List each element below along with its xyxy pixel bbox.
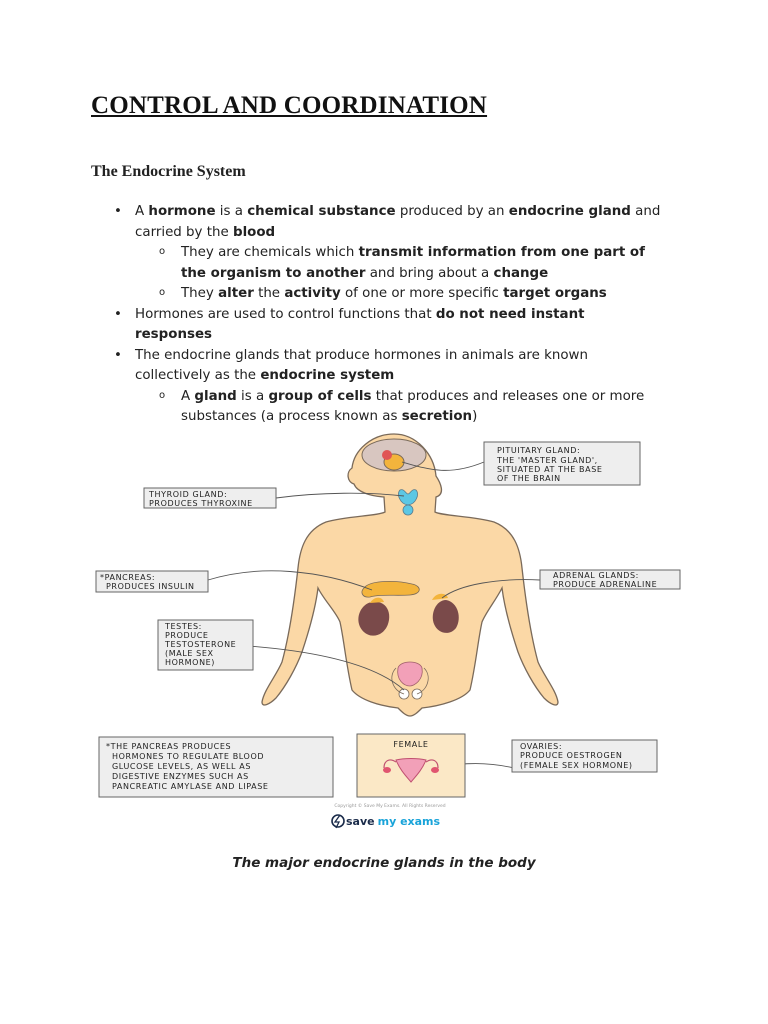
logo-word-exams: my exams <box>377 815 441 828</box>
page-title: CONTROL AND COORDINATION <box>91 92 488 119</box>
term-endocrine-gland: endocrine gland <box>508 204 631 219</box>
label-line: PRODUCES INSULIN <box>106 582 195 591</box>
text-run: They are chemicals which <box>181 245 359 260</box>
term-chemical-substance: chemical substance <box>247 204 396 219</box>
term-blood: blood <box>232 224 276 240</box>
term-transmit-information: transmit information from one part of the organism to another <box>181 245 645 281</box>
label-pancreas-note <box>99 737 333 797</box>
label-line: PITUITARY GLAND: <box>497 446 581 455</box>
label-line: TESTOSTERONE <box>165 640 237 649</box>
list-item <box>135 346 665 387</box>
save-my-exams-logo <box>332 815 441 828</box>
label-line: SITUATED AT THE BASE <box>497 465 603 474</box>
text-run: ) <box>472 409 478 424</box>
term-secretion: secretion <box>401 409 473 424</box>
label-pituitary <box>484 442 640 485</box>
list-item <box>135 305 665 346</box>
logo-wordmark <box>346 815 441 828</box>
sub-list-item <box>181 387 661 428</box>
text-run: of one or more specific <box>340 286 504 301</box>
pituitary-gland-lobe <box>382 450 392 460</box>
figure-caption: The major endocrine glands in the body <box>232 855 536 871</box>
term-gland: gland <box>194 388 237 404</box>
label-line: DIGESTIVE ENZYMES SUCH AS <box>112 772 249 781</box>
bullet-list <box>0 202 768 428</box>
text-run: produced by an <box>395 204 509 219</box>
label-thyroid <box>144 488 276 508</box>
label-line: OVARIES: <box>520 742 563 751</box>
sub-list-item <box>181 284 661 305</box>
label-ovaries <box>512 740 657 772</box>
label-adrenal <box>540 570 680 589</box>
text-run: and carried by the <box>135 204 661 240</box>
label-line: TESTES: <box>165 622 202 631</box>
term-alter: alter <box>218 286 254 301</box>
label-line: PRODUCE <box>165 631 209 640</box>
text-run: that produces and releases one or more substances (a process known as <box>181 388 645 424</box>
text-run: the <box>253 286 285 301</box>
term-hormone: hormone <box>148 204 216 219</box>
term-endocrine-system: endocrine system <box>260 368 395 383</box>
term-group-of-cells: group of cells <box>268 388 372 404</box>
label-line: *PANCREAS: <box>100 573 156 582</box>
text-run: A <box>135 204 149 219</box>
text-run: They <box>181 286 219 301</box>
term-change: change <box>493 265 549 281</box>
text-run: The endocrine glands that produce hormones in animals are known collectively as the <box>135 347 588 383</box>
label-pancreas <box>96 571 208 592</box>
label-line: PANCREATIC AMYLASE AND LIPASE <box>112 782 269 791</box>
text-run: is a <box>215 204 248 219</box>
label-line: PRODUCE ADRENALINE <box>553 580 658 589</box>
label-line: PRODUCE OESTROGEN <box>520 751 623 760</box>
text-run: Hormones are used to control functions that <box>135 306 436 322</box>
label-line: PRODUCES THYROXINE <box>149 499 253 508</box>
sub-list-item <box>181 243 661 284</box>
female-label: FEMALE <box>393 740 429 749</box>
label-line: OF THE BRAIN <box>497 474 561 483</box>
label-line: GLUCOSE LEVELS, AS WELL AS <box>112 762 251 771</box>
text-run: A <box>181 388 195 404</box>
label-line: *THE PANCREAS PRODUCES <box>106 742 232 751</box>
label-line: THE 'MASTER GLAND', <box>497 456 598 465</box>
logo-word-save: save <box>346 815 375 828</box>
label-testes <box>158 620 253 670</box>
label-line: HORMONES TO REGULATE BLOOD <box>112 752 265 761</box>
label-line: (MALE SEX <box>165 649 214 658</box>
term-target-organs: target organs <box>503 286 607 301</box>
text-run: and bring about a <box>365 265 494 281</box>
term-no-instant-responses: do not need instant responses <box>135 306 585 342</box>
label-line: ADRENAL GLANDS: <box>553 571 639 580</box>
female-inset <box>357 734 465 797</box>
trachea <box>403 505 413 515</box>
label-line: (FEMALE SEX HORMONE) <box>520 761 633 770</box>
section-heading: The Endocrine System <box>91 163 246 180</box>
ovary-right <box>431 767 439 773</box>
copyright-notice: Copyright © Save My Exams. All Rights Reserved <box>334 804 446 809</box>
list-item <box>135 202 665 243</box>
term-activity: activity <box>284 286 341 301</box>
endocrine-diagram <box>95 428 660 828</box>
ovary-left <box>383 767 391 773</box>
label-line: THYROID GLAND: <box>149 490 228 499</box>
label-line: HORMONE) <box>165 658 216 667</box>
text-run: is a <box>236 388 269 404</box>
